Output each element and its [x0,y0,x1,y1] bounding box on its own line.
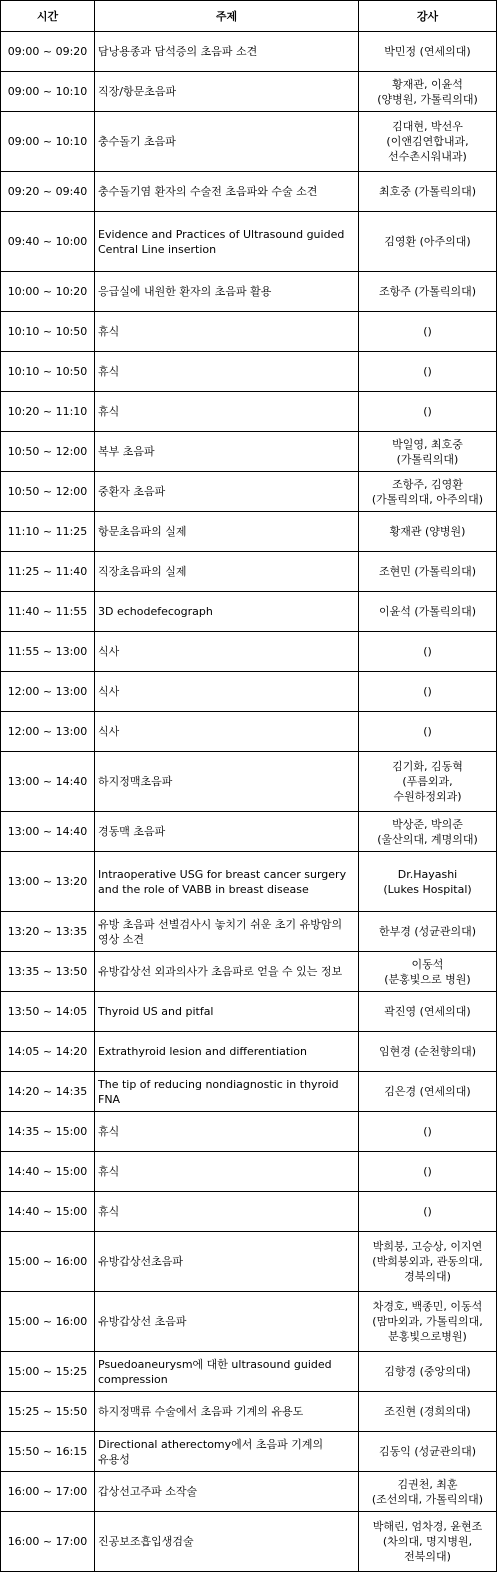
header-speaker: 강사 [359,1,497,32]
speaker-cell: () [359,672,497,712]
table-row [1,1232,497,1292]
topic-cell: 휴식 [95,1112,359,1152]
speaker-cell: 곽진영 (연세의대) [359,992,497,1032]
speaker-cell: 김권천, 최훈 (조선의대, 가톨릭의대) [359,1472,497,1512]
time-cell: 11:55 ~ 13:00 [1,632,95,672]
speaker-cell: 김동익 (성균관의대) [359,1432,497,1472]
speaker-cell: 박상준, 박의준 (울산의대, 계명의대) [359,812,497,852]
table-row [1,1032,497,1072]
speaker-cell: () [359,632,497,672]
topic-cell: Evidence and Practices of Ultrasound guided Central Line insertion [95,212,359,272]
topic-cell: 3D echodefecograph [95,592,359,632]
time-cell: 14:40 ~ 15:00 [1,1152,95,1192]
table-row [1,672,497,712]
speaker-cell: 김향경 (중앙의대) [359,1352,497,1392]
table-row [1,212,497,272]
table-row [1,512,497,552]
table-row [1,752,497,812]
speaker-cell: () [359,1192,497,1232]
topic-cell: Directional atherectomy에서 초음파 기계의 유용성 [95,1432,359,1472]
topic-cell: 복부 초음파 [95,432,359,472]
table-row [1,852,497,912]
time-cell: 09:00 ~ 10:10 [1,112,95,172]
time-cell: 09:20 ~ 09:40 [1,172,95,212]
time-cell: 13:20 ~ 13:35 [1,912,95,952]
table-row [1,912,497,952]
speaker-cell: 최호중 (가톨릭의대) [359,172,497,212]
time-cell: 15:00 ~ 16:00 [1,1292,95,1352]
topic-cell: 하지정맥류 수술에서 초음파 기계의 유용도 [95,1392,359,1432]
speaker-cell: 김기화, 김동혁 (푸름외과, 수원하정외과) [359,752,497,812]
topic-cell: 휴식 [95,392,359,432]
speaker-cell: Dr.Hayashi (Lukes Hospital) [359,852,497,912]
speaker-cell: 조항주, 김영환 (가톨릭의대, 아주의대) [359,472,497,512]
topic-cell: 휴식 [95,1192,359,1232]
time-cell: 14:35 ~ 15:00 [1,1112,95,1152]
speaker-cell: 박일영, 최호중 (가톨릭의대) [359,432,497,472]
table-row [1,1472,497,1512]
topic-cell: 유방 초음파 선별검사시 놓치기 쉬운 초기 유방암의 영상 소견 [95,912,359,952]
topic-cell: 진공보조흡입생검술 [95,1512,359,1572]
table-row [1,72,497,112]
time-cell: 15:25 ~ 15:50 [1,1392,95,1432]
topic-cell: 갑상선고주파 소작술 [95,1472,359,1512]
time-cell: 11:10 ~ 11:25 [1,512,95,552]
time-cell: 16:00 ~ 17:00 [1,1512,95,1572]
table-row [1,432,497,472]
speaker-cell: () [359,712,497,752]
topic-cell: Intraoperative USG for breast cancer surgery and the role of VABB in breast disease [95,852,359,912]
topic-cell: 유방갑상선초음파 [95,1232,359,1292]
topic-cell: 응급실에 내원한 환자의 초음파 활용 [95,272,359,312]
topic-cell: 경동맥 초음파 [95,812,359,852]
topic-cell: 하지정맥초음파 [95,752,359,812]
time-cell: 09:40 ~ 10:00 [1,212,95,272]
table-row [1,712,497,752]
table-row [1,632,497,672]
topic-cell: 식사 [95,712,359,752]
table-row [1,1392,497,1432]
topic-cell: 식사 [95,632,359,672]
speaker-cell: 황재관 (양병원) [359,512,497,552]
table-row [1,552,497,592]
table-row [1,312,497,352]
time-cell: 10:10 ~ 10:50 [1,312,95,352]
time-cell: 15:00 ~ 15:25 [1,1352,95,1392]
speaker-cell: 박민정 (연세의대) [359,32,497,72]
time-cell: 14:05 ~ 14:20 [1,1032,95,1072]
table-row [1,1432,497,1472]
table-row [1,812,497,852]
topic-cell: 휴식 [95,1152,359,1192]
header-topic: 주제 [95,1,359,32]
speaker-cell: () [359,1112,497,1152]
speaker-cell: () [359,392,497,432]
topic-cell: The tip of reducing nondiagnostic in thyroid FNA [95,1072,359,1112]
time-cell: 13:00 ~ 13:20 [1,852,95,912]
table-row [1,1192,497,1232]
time-cell: 12:00 ~ 13:00 [1,672,95,712]
topic-cell: 식사 [95,672,359,712]
header-row [1,1,497,32]
speaker-cell: 조진현 (경희의대) [359,1392,497,1432]
speaker-cell: 차경호, 백종민, 이동석 (맘마외과, 가톨릭의대, 분홍빛으로병원) [359,1292,497,1352]
table-row [1,472,497,512]
table-row [1,392,497,432]
time-cell: 10:00 ~ 10:20 [1,272,95,312]
speaker-cell: 김은경 (연세의대) [359,1072,497,1112]
speaker-cell: 김대현, 박선우 (이앤김연합내과, 선수촌시워내과) [359,112,497,172]
speaker-cell: 이동석 (분홍빛으로 병원) [359,952,497,992]
speaker-cell: 황재관, 이윤석 (양병원, 가톨릭의대) [359,72,497,112]
time-cell: 13:35 ~ 13:50 [1,952,95,992]
topic-cell: 휴식 [95,352,359,392]
time-cell: 11:40 ~ 11:55 [1,592,95,632]
time-cell: 15:00 ~ 16:00 [1,1232,95,1292]
schedule-body [1,32,497,1572]
table-row [1,1152,497,1192]
topic-cell: Thyroid US and pitfal [95,992,359,1032]
time-cell: 09:00 ~ 10:10 [1,72,95,112]
time-cell: 15:50 ~ 16:15 [1,1432,95,1472]
table-row [1,1072,497,1112]
topic-cell: 직장/항문초음파 [95,72,359,112]
time-cell: 12:00 ~ 13:00 [1,712,95,752]
topic-cell: 중환자 초음파 [95,472,359,512]
time-cell: 13:00 ~ 14:40 [1,812,95,852]
table-row [1,952,497,992]
table-row [1,1292,497,1352]
time-cell: 16:00 ~ 17:00 [1,1472,95,1512]
time-cell: 09:00 ~ 09:20 [1,32,95,72]
topic-cell: 직장초음파의 실제 [95,552,359,592]
speaker-cell: 박희붕, 고승상, 이지연 (박희붕외과, 관동의대, 경북의대) [359,1232,497,1292]
speaker-cell: 조현민 (가톨릭의대) [359,552,497,592]
table-row [1,1352,497,1392]
topic-cell: 항문초음파의 실제 [95,512,359,552]
speaker-cell: 김영환 (아주의대) [359,212,497,272]
speaker-cell: () [359,352,497,392]
table-row [1,32,497,72]
topic-cell: 충수돌기염 환자의 수술전 초음파와 수술 소견 [95,172,359,212]
speaker-cell: 박해린, 엄차경, 윤현조 (차의대, 명지병원, 전북의대) [359,1512,497,1572]
time-cell: 13:00 ~ 14:40 [1,752,95,812]
topic-cell: Extrathyroid lesion and differentiation [95,1032,359,1072]
topic-cell: 유방갑상선 초음파 [95,1292,359,1352]
table-row [1,172,497,212]
table-row [1,352,497,392]
table-row [1,1112,497,1152]
table-row [1,592,497,632]
time-cell: 10:10 ~ 10:50 [1,352,95,392]
time-cell: 11:25 ~ 11:40 [1,552,95,592]
table-row [1,272,497,312]
speaker-cell: () [359,1152,497,1192]
speaker-cell: 임현경 (순천향의대) [359,1032,497,1072]
time-cell: 14:20 ~ 14:35 [1,1072,95,1112]
time-cell: 10:50 ~ 12:00 [1,432,95,472]
speaker-cell: 한부경 (성균관의대) [359,912,497,952]
topic-cell: 유방갑상선 외과의사가 초음파로 얻을 수 있는 정보 [95,952,359,992]
speaker-cell: () [359,312,497,352]
header-time: 시간 [1,1,95,32]
time-cell: 10:20 ~ 11:10 [1,392,95,432]
topic-cell: 담낭용종과 담석증의 초음파 소견 [95,32,359,72]
table-row [1,112,497,172]
topic-cell: 충수돌기 초음파 [95,112,359,172]
time-cell: 13:50 ~ 14:05 [1,992,95,1032]
speaker-cell: 조항주 (가톨릭의대) [359,272,497,312]
time-cell: 10:50 ~ 12:00 [1,472,95,512]
table-row [1,1512,497,1572]
topic-cell: 휴식 [95,312,359,352]
table-row [1,992,497,1032]
topic-cell: Psuedoaneurysm에 대한 ultrasound guided compression [95,1352,359,1392]
time-cell: 14:40 ~ 15:00 [1,1192,95,1232]
speaker-cell: 이윤석 (가톨릭의대) [359,592,497,632]
